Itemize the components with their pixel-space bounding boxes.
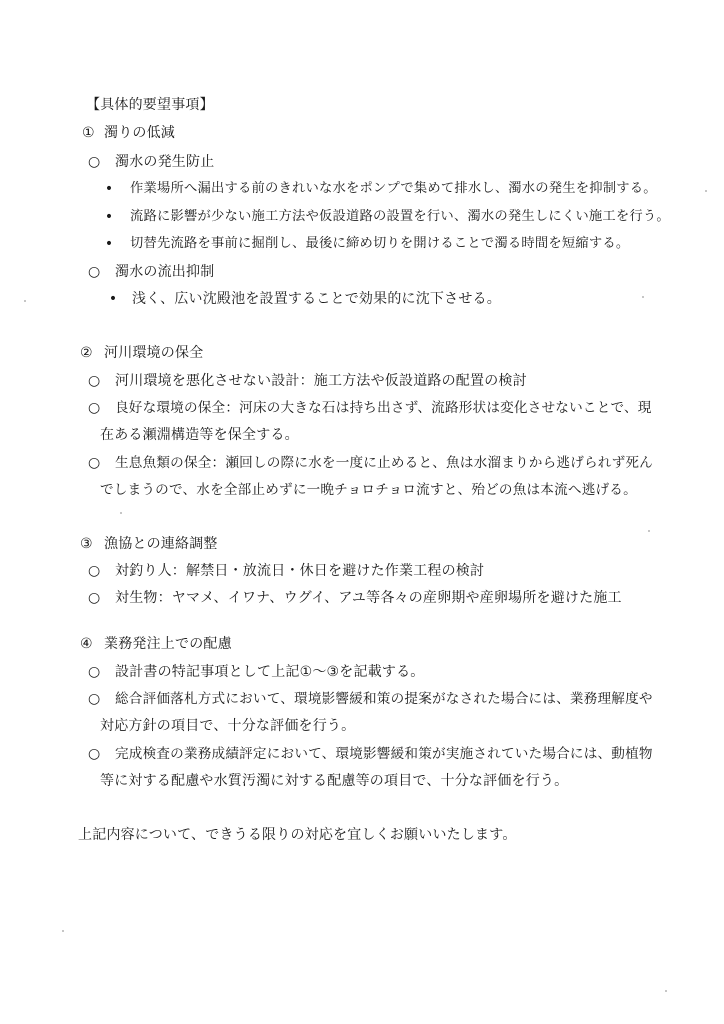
section-title: 河川環境の保全 — [104, 345, 204, 361]
section-number: ③ — [80, 536, 93, 552]
section-number: ② — [80, 345, 93, 361]
item-text: 設計書の特記事項として上記①～③を記載する。 — [115, 664, 425, 680]
scan-speck — [648, 530, 650, 532]
section-number: ① — [82, 125, 95, 141]
section-title: 業務発注上での配慮 — [104, 636, 232, 652]
bullet-text: 浅く、広い沈殿池を設置することで効果的に沈下させる。 — [132, 291, 501, 307]
circle-marker: ○ — [88, 400, 101, 416]
circle-marker: ○ — [88, 563, 101, 579]
bullet-icon: • — [108, 291, 118, 307]
section-title: 濁りの低減 — [104, 125, 175, 141]
section-title: 漁協との連絡調整 — [104, 536, 218, 552]
item-text: 総合評価落札方式において、環境影響緩和策の提案がなされた場合には、業務理解度や — [115, 691, 653, 707]
sub-heading: 濁水の発生防止 — [115, 154, 215, 170]
bullet-icon: • — [104, 236, 114, 252]
item-text: でしまうので、水を全部止めずに一晩チョロチョロ流すと、殆どの魚は本流へ逃げる。 — [100, 482, 637, 498]
circle-marker: ○ — [88, 664, 101, 680]
bullet-icon: • — [104, 209, 114, 225]
bullet-text: 切替先流路を事前に掘削し、最後に締め切りを開けることで濁る時間を短縮する。 — [130, 236, 630, 251]
item-text: 河川環境を悪化させない設計：施工方法や仮設道路の配置の検討 — [115, 373, 527, 389]
scan-speck — [705, 190, 707, 192]
circle-marker: ○ — [88, 154, 101, 170]
circle-marker: ○ — [88, 264, 101, 280]
item-text: 等に対する配慮や水質汚濁に対する配慮等の項目で、十分な評価を行う。 — [100, 773, 569, 789]
circle-marker: ○ — [88, 691, 101, 707]
circle-marker: ○ — [88, 455, 101, 471]
section-number: ④ — [80, 636, 93, 652]
circle-marker: ○ — [88, 746, 101, 762]
scan-speck — [62, 930, 64, 932]
scan-speck — [24, 300, 26, 302]
item-text: 対釣り人：解禁日・放流日・休日を避けた作業工程の検討 — [115, 563, 485, 579]
circle-marker: ○ — [88, 590, 101, 606]
circle-marker: ○ — [88, 373, 101, 389]
item-text: 生息魚類の保全：瀬回しの際に水を一度に止めると、魚は水溜まりから逃げられず死ん — [115, 455, 653, 471]
bullet-text: 作業場所へ漏出する前のきれいな水をポンプで集めて排水し、濁水の発生を抑制する。 — [130, 181, 657, 196]
sub-heading: 濁水の流出抑制 — [115, 264, 215, 280]
item-text: 対応方針の項目で、十分な評価を行う。 — [100, 718, 356, 734]
bullet-text: 流路に影響が少ない施工方法や仮設道路の設置を行い、濁水の発生しにくい施工を行う。 — [130, 209, 670, 224]
scan-speck — [665, 990, 667, 992]
item-text: 完成検査の業務成績評定において、環境影響緩和策が実施されていた場合には、動植物 — [115, 746, 653, 762]
item-text: 良好な環境の保全：河床の大きな石は持ち出さず、流路形状は変化させないことで、現 — [115, 400, 652, 416]
bullet-icon: • — [104, 181, 114, 197]
item-text: 対生物：ヤマメ、イワナ、ウグイ、アユ等各々の産卵期や産卵場所を避けた施工 — [115, 590, 622, 606]
item-text: 在ある瀬淵構造等を保全する。 — [100, 427, 299, 443]
closing-statement: 上記内容について、できうる限りの対応を宜しくお願いいたします。 — [78, 827, 517, 843]
document-header: 【具体的要望事項】 — [86, 97, 214, 113]
scan-speck — [642, 296, 644, 298]
scan-speck — [120, 512, 122, 514]
